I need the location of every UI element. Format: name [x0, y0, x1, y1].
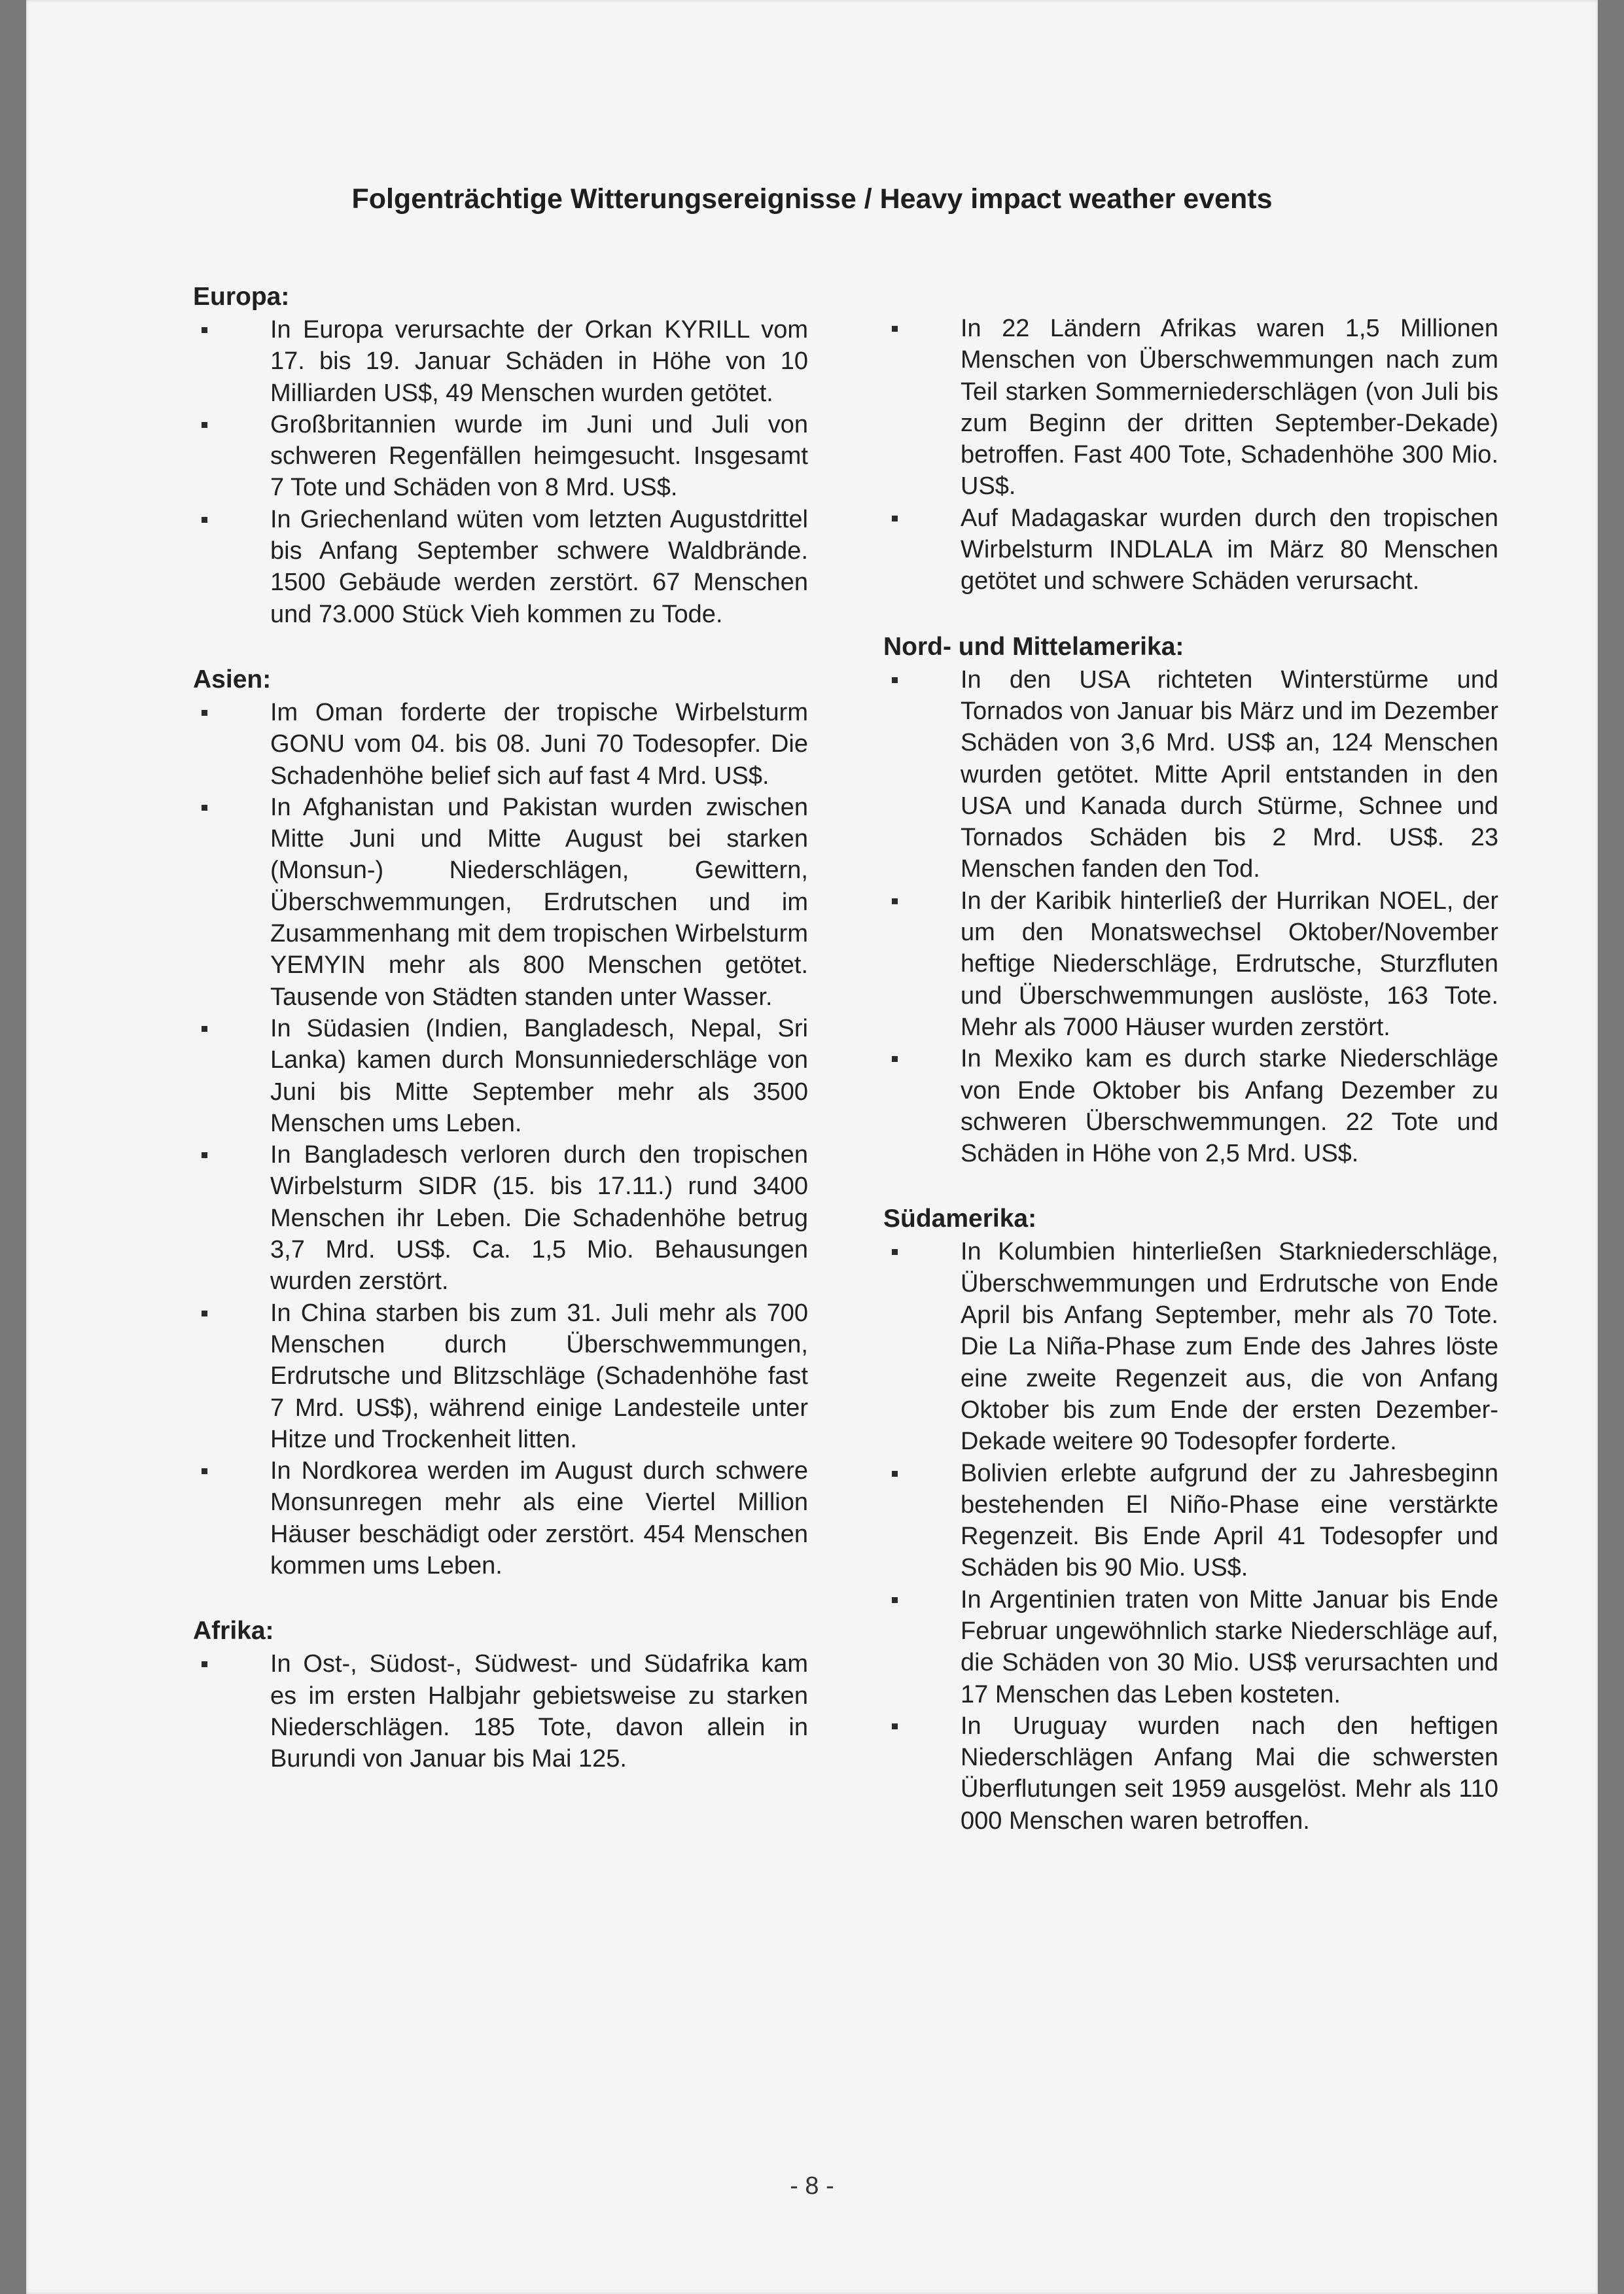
square-bullet-icon [202, 1661, 207, 1667]
square-bullet-icon [202, 1026, 207, 1032]
item-text: In Ost-, Südost-, Südwest- und Südafrika kam es im ersten Halbjahr gebietsweise zu starken Niederschlägen. 185 Tote, davon allein in Burundi von Januar bis Mai 125. [270, 1650, 808, 1773]
list-item [883, 503, 1498, 597]
list-item [883, 885, 1498, 1043]
list-item [883, 313, 1498, 503]
list-item [883, 1236, 1498, 1457]
page-title: Folgenträchtige Witterungsereignisse / Heavy impact weather events [351, 183, 1273, 215]
item-text: In der Karibik hinterließ der Hurrikan NOEL, der um den Monatswechsel Oktober/November heftige Niederschläge, Erdrutsche, Sturzfluten und Überschwemmungen auslöste, 163 Tote. Mehr als 7000 Häuser wurden zerstört. [961, 887, 1498, 1041]
list-item [193, 1455, 808, 1581]
region-section-continued [883, 313, 1498, 597]
square-bullet-icon [202, 422, 207, 428]
region-section-asien [193, 664, 808, 1581]
event-list [193, 697, 808, 1581]
square-bullet-icon [202, 327, 207, 333]
square-bullet-icon [892, 1056, 898, 1062]
item-text: Im Oman forderte der tropische Wirbelsturm GONU vom 04. bis 08. Juni 70 Todesopfer. Die Schadenhöhe belief sich auf fast 4 Mrd. US$. [270, 698, 808, 790]
region-heading: Nord- und Mittelamerika: [883, 632, 1184, 661]
square-bullet-icon [892, 1597, 898, 1603]
list-item [883, 1043, 1498, 1169]
item-text: Großbritannien wurde im Juni und Juli von schweren Regenfällen heimgesucht. Insgesamt 7 Tote und Schäden von 8 Mrd. US$. [270, 410, 808, 502]
square-bullet-icon [202, 805, 207, 811]
right-column [883, 313, 1498, 1871]
region-section-nord-und-mittelamerika [883, 631, 1498, 1170]
square-bullet-icon [892, 1723, 898, 1729]
list-item [193, 1297, 808, 1455]
event-list [193, 314, 808, 630]
item-text: In China starben bis zum 31. Juli mehr als 700 Menschen durch Überschwemmungen, Erdrutsche und Blitzschläge (Schadenhöhe fast 7 Mrd. US$), während einige Landesteile unter Hitze und Trockenheit litten. [270, 1299, 808, 1453]
item-text: In 22 Ländern Afrikas waren 1,5 Millionen Menschen von Überschwemmungen nach zum Teil starken Sommerniederschlägen (von Juli bis zum Beginn der dritten September-Dekade) betroffen. Fast 400 Tote, Schadenhöhe 300 Mio. US$. [961, 315, 1498, 501]
square-bullet-icon [202, 517, 207, 523]
region-heading: Afrika: [193, 1617, 274, 1646]
list-item [883, 1584, 1498, 1710]
region-section-afrika [193, 1615, 808, 1774]
region-section-europa [193, 281, 808, 630]
region-section-südamerika [883, 1203, 1498, 1837]
list-item [193, 1139, 808, 1297]
square-bullet-icon [202, 1152, 207, 1158]
item-text: In Kolumbien hinterließen Starkniederschläge, Überschwemmungen und Erdrutsche von Ende April bis Anfang September, mehr als 70 Tote. Die La Niña-Phase zum Ende des Jahres löste eine zweite Regenzeit aus, die von Anfang Oktober bis zum Ende der ersten Dezember-Dekade weitere 90 Todesopfer forderte. [961, 1238, 1498, 1456]
list-item [193, 409, 808, 504]
document-page [26, 0, 1598, 2294]
item-text: In den USA richteten Winterstürme und Tornados von Januar bis März und im Dezember Schäden von 3,6 Mrd. US$ an, 124 Menschen wurden getötet. Mitte April entstanden in den USA und Kanada durch Stürme, Schnee und Tornados Schäden bis 2 Mrd. US$. 23 Menschen fanden den Tod. [961, 665, 1498, 883]
item-text: In Argentinien traten von Mitte Januar bis Ende Februar ungewöhnlich starke Niederschläge auf, die Schäden von 30 Mio. US$ verursachten und 17 Menschen das Leben kosteten. [961, 1585, 1498, 1708]
left-column [193, 281, 808, 1809]
square-bullet-icon [202, 710, 207, 716]
page-number: - 8 - [790, 2172, 834, 2200]
square-bullet-icon [202, 1468, 207, 1474]
square-bullet-icon [892, 677, 898, 683]
list-item [193, 504, 808, 630]
event-list [883, 664, 1498, 1170]
list-item [883, 1710, 1498, 1837]
list-item [193, 1648, 808, 1774]
square-bullet-icon [892, 1249, 898, 1255]
square-bullet-icon [892, 898, 898, 904]
list-item [193, 792, 808, 1013]
list-item [883, 1458, 1498, 1584]
item-text: In Afghanistan und Pakistan wurden zwischen Mitte Juni und Mitte August bei starken (Monsun-) Niederschlägen, Gewittern, Überschwemmungen, Erdrutschen und im Zusammenhang mit dem tropischen Wirbelsturm YEMYIN mehr als 800 Menschen getötet. Tausende von Städten standen unter Wasser. [270, 793, 808, 1011]
item-text: In Mexiko kam es durch starke Niederschläge von Ende Oktober bis Anfang Dezember zu schweren Überschwemmungen. 22 Tote und Schäden in Höhe von 2,5 Mrd. US$. [961, 1045, 1498, 1168]
square-bullet-icon [892, 1471, 898, 1477]
item-text: In Südasien (Indien, Bangladesch, Nepal, Sri Lanka) kamen durch Monsunniederschläge von Juni bis Mitte September mehr als 3500 Menschen ums Leben. [270, 1014, 808, 1137]
event-list [193, 1648, 808, 1774]
item-text: In Uruguay wurden nach den heftigen Niederschlägen Anfang Mai die schwersten Überflutungen seit 1959 ausgelöst. Mehr als 110 000 Menschen waren betroffen. [961, 1712, 1498, 1835]
list-item [883, 664, 1498, 885]
list-item [193, 697, 808, 792]
square-bullet-icon [202, 1311, 207, 1316]
item-text: In Europa verursachte der Orkan KYRILL vom 17. bis 19. Januar Schäden in Höhe von 10 Milliarden US$, 49 Menschen wurden getötet. [270, 316, 808, 407]
region-heading: Europa: [193, 283, 290, 311]
item-text: In Bangladesch verloren durch den tropischen Wirbelsturm SIDR (15. bis 17.11.) rund 3400 Menschen ihr Leben. Die Schadenhöhe betrug 3,7 Mrd. US$. Ca. 1,5 Mio. Behausungen wurden zerstört. [270, 1141, 808, 1296]
square-bullet-icon [892, 516, 898, 521]
item-text: Auf Madagaskar wurden durch den tropischen Wirbelsturm INDLALA im März 80 Menschen getötet und schwere Schäden verursacht. [961, 504, 1498, 595]
region-heading: Südamerika: [883, 1205, 1037, 1233]
item-text: In Griechenland wüten vom letzten Augustdrittel bis Anfang September schwere Waldbrände. 1500 Gebäude werden zerstört. 67 Menschen und 73.000 Stück Vieh kommen zu Tode. [270, 505, 808, 628]
event-list [883, 1236, 1498, 1837]
item-text: Bolivien erlebte aufgrund der zu Jahresbeginn bestehenden El Niño-Phase eine verstärkte Regenzeit. Bis Ende April 41 Todesopfer und Schäden bis 90 Mio. US$. [961, 1459, 1498, 1582]
event-list [883, 313, 1498, 597]
region-heading: Asien: [193, 665, 272, 694]
list-item [193, 1013, 808, 1139]
item-text: In Nordkorea werden im August durch schwere Monsunregen mehr als eine Viertel Million Häuser beschädigt oder zerstört. 454 Menschen kommen ums Leben. [270, 1457, 808, 1579]
list-item [193, 314, 808, 409]
square-bullet-icon [892, 326, 898, 332]
